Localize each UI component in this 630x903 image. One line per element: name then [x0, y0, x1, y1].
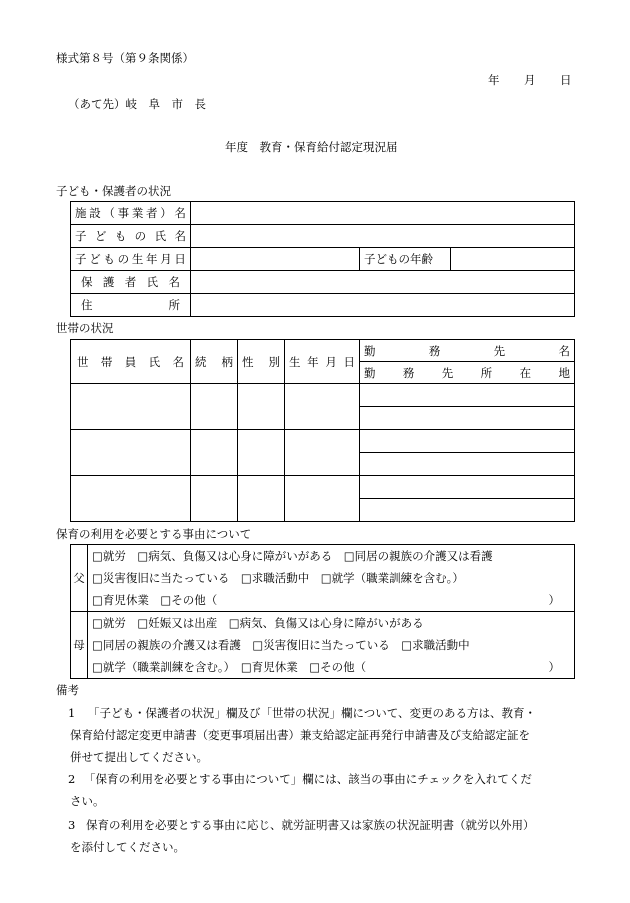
date-month-label: 月	[524, 73, 536, 87]
member-work-name-field[interactable]	[360, 430, 575, 453]
section-heading-household: 世帯の状況	[56, 321, 114, 335]
father-other-close-paren: ）	[548, 593, 560, 607]
address-field[interactable]	[191, 294, 575, 317]
father-reasons	[88, 545, 575, 612]
mother-reason-line-3[interactable]	[88, 656, 574, 678]
note-2-line-2: さい。	[70, 794, 105, 808]
header-work-name: 勤 務 先 名	[360, 340, 575, 362]
household-table	[70, 339, 575, 522]
child-age-field[interactable]	[451, 248, 575, 271]
header-birthdate: 生 年 月 日	[285, 340, 360, 384]
member-birthdate-field[interactable]	[285, 384, 360, 430]
header-relation: 続 柄	[191, 340, 238, 384]
section-heading-child-guardian: 子ども・保護者の状況	[56, 184, 171, 198]
note-2-line-1: 「保育の利用を必要とする事由について」欄には、該当の事由にチェックを入れてくだ	[84, 772, 532, 786]
mother-reason-line-2[interactable]: □同居の親族の介護又は看護 □災害復旧に当たっている □求職活動中	[92, 638, 470, 652]
member-birthdate-field[interactable]	[285, 430, 360, 476]
father-label: 父	[71, 545, 88, 612]
member-relation-field[interactable]	[191, 430, 238, 476]
member-work-name-field[interactable]	[360, 384, 575, 407]
label-facility-name: 施 設 （ 事 業 者 ） 名	[71, 202, 191, 225]
header-sex: 性 別	[238, 340, 285, 384]
note-1-number: 1	[68, 706, 76, 720]
father-reason-line-2[interactable]: □災害復旧に当たっている □求職活動中 □就学（職業訓練を含む。）	[92, 571, 464, 585]
member-sex-field[interactable]	[238, 384, 285, 430]
mother-reason-line-1[interactable]: □就労 □妊娠又は出産 □病気、負傷又は心身に障がいがある	[92, 616, 424, 630]
note-1-line-3: 併せて提出してください。	[70, 750, 208, 764]
table-row	[71, 430, 575, 453]
child-birthdate-field[interactable]	[191, 248, 360, 271]
note-3-line-2: を添付してください。	[70, 840, 185, 854]
mother-reasons	[88, 612, 575, 679]
child-name-field[interactable]	[191, 225, 575, 248]
member-name-field[interactable]	[71, 476, 191, 522]
member-work-name-field[interactable]	[360, 476, 575, 499]
table-row	[71, 384, 575, 407]
header-member-name: 世 帯 員 氏 名	[71, 340, 191, 384]
facility-name-field[interactable]	[191, 202, 575, 225]
member-birthdate-field[interactable]	[285, 476, 360, 522]
label-child-name: 子 ど も の 氏 名	[71, 225, 191, 248]
note-1-line-1: 「子ども・保護者の状況」欄及び「世帯の状況」欄について、変更のある方は、教育・	[88, 706, 537, 720]
note-3-number: 3	[68, 818, 76, 832]
guardian-name-field[interactable]	[191, 271, 575, 294]
label-guardian-name: 保 護 者 氏 名	[71, 271, 191, 294]
father-reason-line-1[interactable]: □就労 □病気、負傷又は心身に障がいがある □同居の親族の介護又は看護	[92, 549, 493, 563]
label-address: 住 所	[71, 294, 191, 317]
member-work-address-field[interactable]	[360, 453, 575, 476]
note-3-line-1: 保育の利用を必要とする事由に応じ、就労証明書又は家族の状況証明書（就労以外用）	[86, 818, 535, 832]
date-year-label: 年	[488, 73, 500, 87]
page-title: 年度 教育・保育給付認定現況届	[225, 140, 398, 154]
date-day-label: 日	[560, 73, 572, 87]
note-1-line-2: 保育給付認定変更申請書（変更事項届出書）兼支給認定証再発行申請書及び支給認定証を	[70, 728, 530, 742]
mother-label: 母	[71, 612, 88, 679]
member-work-address-field[interactable]	[360, 407, 575, 430]
label-child-age: 子どもの年齢	[360, 248, 451, 271]
father-reason-line-3[interactable]	[88, 589, 574, 611]
addressee: （あて先）岐 阜 市 長	[68, 97, 206, 111]
section-heading-reasons: 保育の利用を必要とする事由について	[56, 527, 252, 541]
member-work-address-field[interactable]	[360, 499, 575, 522]
member-name-field[interactable]	[71, 384, 191, 430]
notes-heading: 備考	[56, 683, 79, 697]
mother-reason-line-3-text: □就学（職業訓練を含む。） □育児休業 □その他（	[92, 660, 367, 674]
form-number: 様式第８号（第９条関係）	[56, 51, 194, 65]
member-relation-field[interactable]	[191, 476, 238, 522]
member-name-field[interactable]	[71, 430, 191, 476]
member-sex-field[interactable]	[238, 476, 285, 522]
father-reason-line-3-text: □育児休業 □その他（	[92, 593, 218, 607]
member-relation-field[interactable]	[191, 384, 238, 430]
mother-other-close-paren: ）	[548, 660, 560, 674]
member-sex-field[interactable]	[238, 430, 285, 476]
note-2-number: 2	[68, 772, 76, 786]
label-child-birthdate: 子 ど も の 生 年 月 日	[71, 248, 191, 271]
header-work-address: 勤 務 先 所 在 地	[360, 362, 575, 384]
reasons-table	[70, 544, 575, 679]
child-guardian-table	[70, 201, 575, 317]
table-row	[71, 476, 575, 499]
